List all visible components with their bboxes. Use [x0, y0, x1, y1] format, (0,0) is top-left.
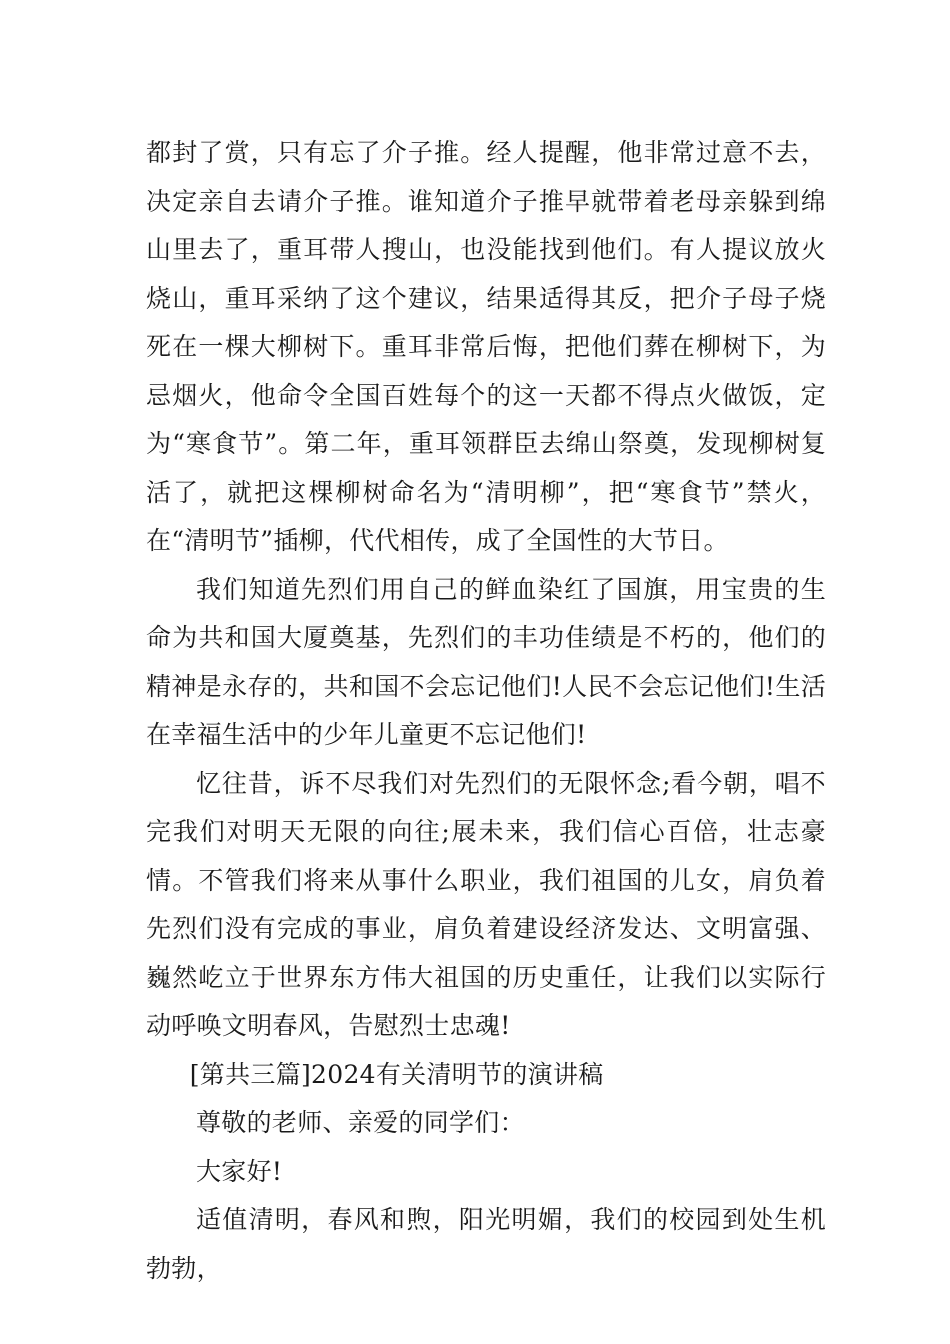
salutation: 尊敬的老师、亲爱的同学们： [196, 1108, 525, 1137]
paragraph-martyrs: 我们知道先烈们用自己的鲜血染红了国旗，用宝贵的生命为共和国大厦奠基，先烈们的丰功佳绩是不朽的，他们的精神是永存的，共和国不会忘记他们!人民不会忘记他们!生活在幸福生活中的少年儿童更不忘记他们! [146, 574, 826, 749]
document-body [146, 129, 826, 1293]
paragraph-remembrance: 忆往昔，诉不尽我们对先烈们的无限怀念;看今朝，唱不完我们对明天无限的向往;展未来，我们信心百倍，壮志豪情。不管我们将来从事什么职业，我们祖国的儿女，肩负着先烈们没有完成的事业，肩负着建设经济发达、文明富强、巍然屹立于世界东方伟大祖国的历史重任，让我们以实际行动呼唤文明春风，告慰烈士忠魂! [146, 768, 826, 1040]
paragraph-story-continuation: 都封了赏，只有忘了介子推。经人提醒，他非常过意不去，决定亲自去请介子推。谁知道介子推早就带着老母亲躲到绵山里去了，重耳带人搜山，也没能找到他们。有人提议放火烧山，重耳采纳了这个建议，结果适得其反，把介子母子烧死在一棵大柳树下。重耳非常后悔，把他们葬在柳树下，为忌烟火，他命令全国百姓每个的这一天都不得点火做饭，定为“寒食节”。第二年，重耳领群臣去绵山祭奠，发现柳树复活了，就把这棵柳树命名为“清明柳”，把“寒食节”禁火，在“清明节”插柳，代代相传，成了全国性的大节日。 [146, 138, 826, 555]
paragraph-opening: 适值清明，春风和煦，阳光明媚，我们的校园到处生机勃勃， [146, 1205, 826, 1283]
section-heading: [第共三篇]2024有关清明节的演讲稿 [189, 1059, 604, 1089]
greeting: 大家好! [196, 1156, 283, 1186]
